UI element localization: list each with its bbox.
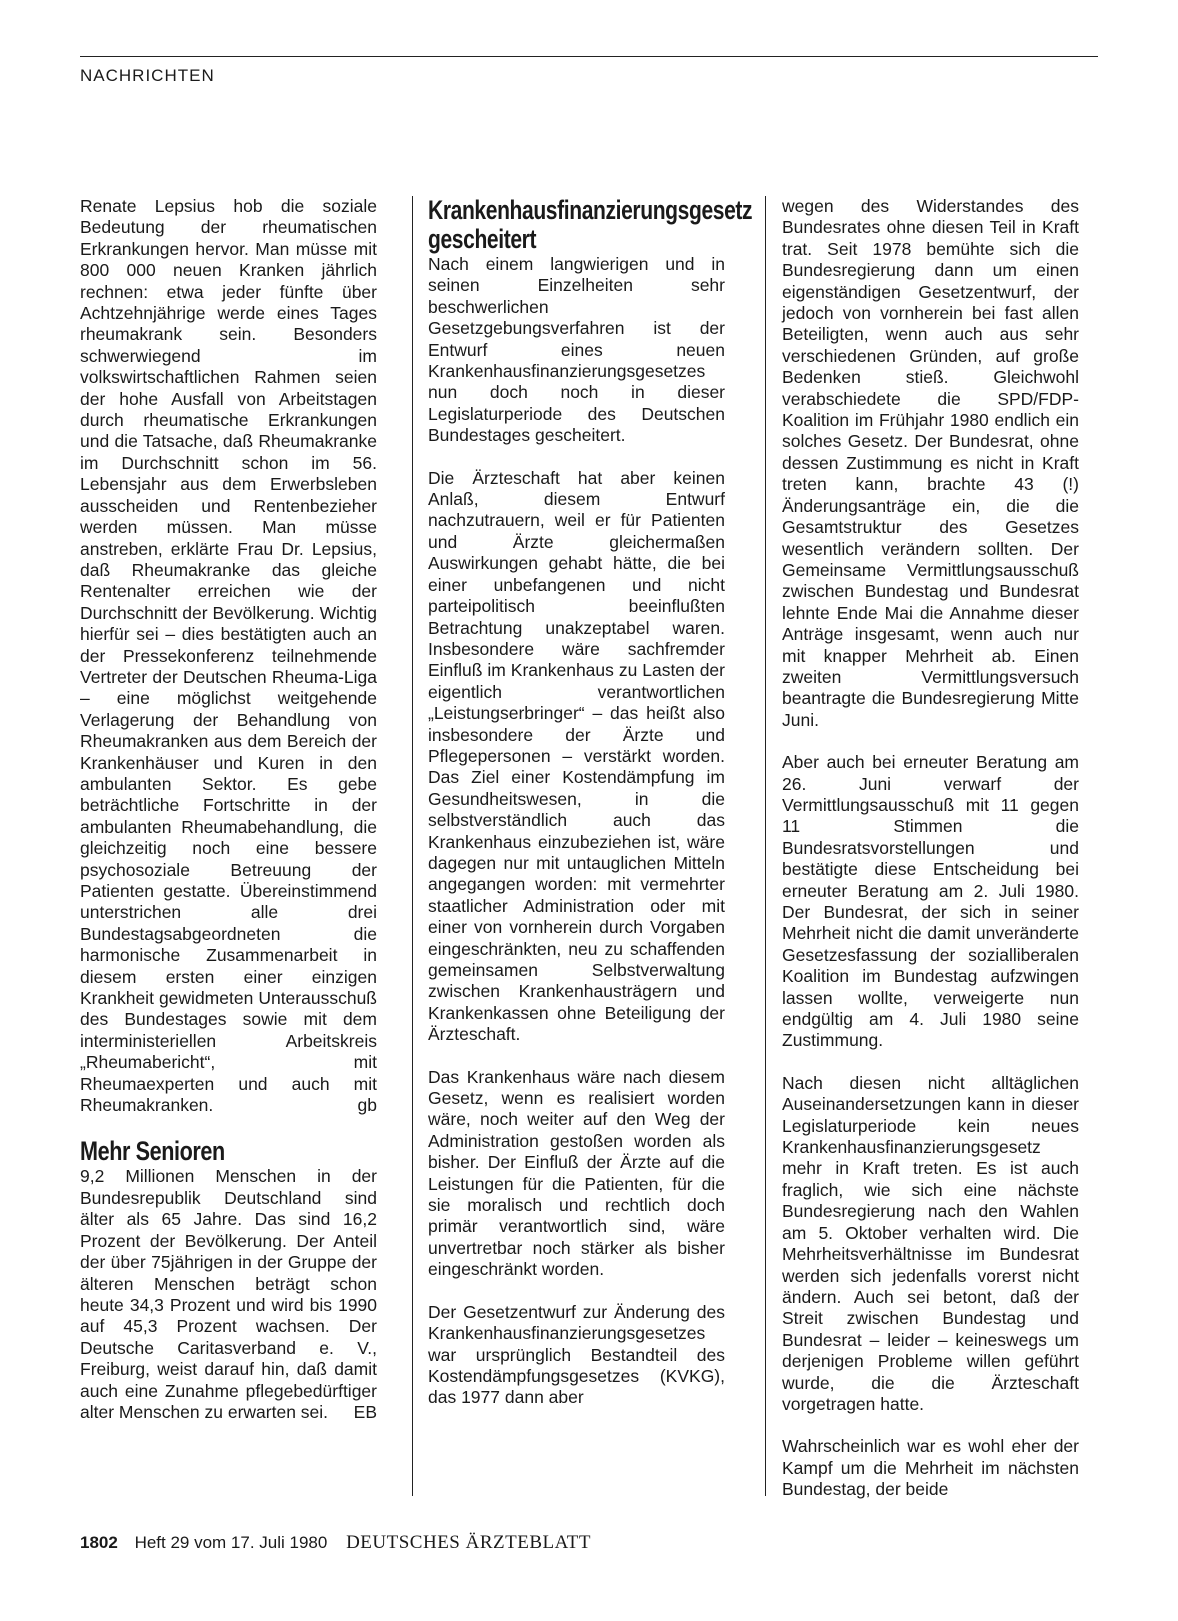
- article-paragraph: wegen des Widerstandes des Bundesrates ohne diesen Teil in Kraft trat. Seit 1978 bemühte sich die Bundesregierung dann um einen eigenständigen Gesetzentwurf, der jedoch von vornherein bei fast allen Beteiligten, wenn auch aus sehr verschiedenen Gründen, auf große Bedenken stieß. Gleichwohl verabschiedete die SPD/FDP-Koalition im Frühjahr 1980 endlich ein solches Gesetz. Der Bundesrat, ohne dessen Zustimmung es nicht in Kraft treten kann, brachte 43 (!) Änderungsanträge ein, die die Gesamtstruktur des Gesetzes wesentlich verändern sollten. Der Gemeinsame Vermittlungsausschuß zwischen Bundestag und Bundesrat lehnte Ende Mai die Annahme dieser Anträge insgesamt, wenn auch nur mit knapper Mehrheit ab. Einen zweiten Vermittlungsversuch beantragte die Bundesregierung Mitte Juni.: [782, 196, 1079, 730]
- magazine-title: DEUTSCHES ÄRZTEBLATT: [346, 1532, 591, 1553]
- author-signature: EB: [353, 1401, 377, 1422]
- page-number: 1802: [80, 1533, 118, 1552]
- column-divider-1: [412, 196, 413, 1496]
- section-label: NACHRICHTEN: [80, 66, 215, 85]
- header-rule: [80, 56, 1098, 57]
- article-senioren-paragraph: [80, 1166, 377, 1423]
- article-paragraph: Wahrscheinlich war es wohl eher der Kampf um die Mehrheit im nächsten Bundestag, der beide: [782, 1436, 1079, 1500]
- column-divider-2: [765, 196, 766, 1496]
- article-senioren-text: 9,2 Millionen Menschen in der Bundesrepublik Deutschland sind älter als 65 Jahre. Das sind 16,2 Prozent der Bevölkerung. Der Anteil der über 75jährigen in der Gruppe der älteren Menschen beträgt schon heute 34,3 Prozent und wird bis 1990 auf 45,3 Prozent wachsen. Der Deutsche Caritasverband e. V., Freiburg, weist darauf hin, daß damit auch eine Zunahme pflegebedürftiger alter Menschen zu erwarten sei.: [80, 1166, 377, 1422]
- article-paragraph: Der Gesetzentwurf zur Änderung des Krankenhausfinanzierungsgesetzes war ursprünglich Bestandteil des Kostendämpfungsgesetzes (KVKG), das 1977 dann aber: [428, 1301, 725, 1408]
- article-paragraph: Die Ärzteschaft hat aber keinen Anlaß, diesem Entwurf nachzutrauern, weil er für Patienten und Ärzte gleichermaßen Auswirkungen gehabt hätte, die bei einer unbefangenen und nicht parteipolitisch beeinflußten Betrachtung unakzeptabel waren. Insbesondere wäre sachfremder Einfluß im Krankenhaus zu Lasten der eigentlich verantwortlichen „Leistungserbringer“ – das heißt also insbesondere der Ärzte und Pflegepersonen – verstärkt worden. Das Ziel einer Kostendämpfung im Gesundheitswesen, in die selbstverständlich auch das Krankenhaus einzubeziehen ist, wäre dagegen nur mit untauglichen Mitteln angegangen worden: mit vermehrter staatlicher Administration oder mit einer von vornherein durch Vorgaben eingeschränkten, neu zu schaffenden gemeinsamen Selbstverwaltung zwischen Krankenhausträgern und Krankenkassen ohne Beteiligung der Ärzteschaft.: [428, 467, 725, 1045]
- author-signature: gb: [357, 1095, 377, 1116]
- page-footer: [80, 1532, 591, 1554]
- article-rheuma-text: Renate Lepsius hob die soziale Bedeutung der rheumatischen Erkrankungen hervor. Man müsse mit 800 000 neuen Kranken jährlich rechnen: etwa jeder fünfte über Achtzehnjährige werde eines Tages rheumakrank sein. Besonders schwerwiegend im volkswirtschaftlichen Rahmen seien der hohe Ausfall von Arbeitstagen durch rheumatische Erkrankungen und die Tatsache, daß Rheumakranke im Durchschnitt schon im 56. Lebensjahr aus dem Erwerbsleben ausscheiden und Rentenbezieher werden müssen. Man müsse anstreben, erklärte Frau Dr. Lepsius, daß Rheumakranke das gleiche Rentenalter erreichen wie der Durchschnitt der Bevölkerung. Wichtig hierfür sei – dies bestätigten auch an der Pressekonferenz teilnehmende Vertreter der Deutschen Rheuma-Liga – eine möglichst weitgehende Verlagerung der Behandlung von Rheumakranken aus dem Bereich der Krankenhäuser und Kuren in den ambulanten Sektor. Es gebe beträchtliche Fortschritte in der ambulanten Rheumabehandlung, die gleichzeitig noch eine bessere psychosoziale Betreuung der Patienten gestatte. Übereinstimmend unterstrichen alle drei Bundestagsabgeordneten die harmonische Zusammenarbeit in diesem ersten einer einzigen Krankheit gewidmeten Unterausschuß des Bundestages sowie mit dem interministeriellen Arbeitskreis „Rheumabericht“, mit Rheumaexperten und auch mit Rheumakranken.: [80, 196, 377, 1116]
- column-left: [80, 196, 377, 1444]
- article-paragraph: Das Krankenhaus wäre nach diesem Gesetz, wenn es realisiert worden wäre, noch weiter auf den Weg der Administration gestoßen worden als bisher. Der Einfluß der Ärzte auf die Leistungen für die Patienten, für die sie moralisch und rechtlich doch primär verantwortlich sind, wäre unvertretbar noch stärker als bisher eingeschränkt worden.: [428, 1066, 725, 1280]
- article-paragraph: Aber auch bei erneuter Beratung am 26. Juni verwarf der Vermittlungsausschuß mit 11 gegen 11 Stimmen die Bundesratsvorstellungen und bestätigte diese Entscheidung bei erneuter Beratung am 2. Juli 1980. Der Bundesrat, der sich in seiner Mehrheit nicht die damit unveränderte Gesetzesfassung der sozialliberalen Koalition im Bundestag aufzwingen lassen wollte, verweigerte nun endgültig am 4. Juli 1980 seine Zustimmung.: [782, 752, 1079, 1051]
- article-heading-krankenhaus: Krankenhausfinanzierungsgesetz gescheitert: [428, 195, 753, 254]
- column-right: [782, 196, 1079, 1522]
- article-heading-senioren: Mehr Senioren: [80, 1136, 225, 1167]
- article-paragraph: Nach einem langwierigen und in seinen Einzelheiten sehr beschwerlichen Gesetzgebungsverfahren ist der Entwurf eines neuen Krankenhausfinanzierungsgesetzes nun doch noch in dieser Legislaturperiode des Deutschen Bundestages gescheitert.: [428, 254, 725, 446]
- article-paragraph: Nach diesen nicht alltäglichen Auseinandersetzungen kann in dieser Legislaturperiode kein neues Krankenhausfinanzierungsgesetz mehr in Kraft treten. Es ist auch fraglich, wie sich eine nächste Bundesregierung nach den Wahlen am 5. Oktober verhalten wird. Die Mehrheitsverhältnisse im Bundesrat werden sich jedenfalls vorerst nicht ändern. Auch sei betont, daß der Streit zwischen Bundestag und Bundesrat – leider – keineswegs um derjenigen Probleme willen geführt wurde, die die Ärzteschaft vorgetragen hatte.: [782, 1072, 1079, 1414]
- issue-info: Heft 29 vom 17. Juli 1980: [134, 1533, 328, 1552]
- column-middle: [428, 195, 753, 1430]
- article-rheuma-paragraph: [80, 196, 377, 1116]
